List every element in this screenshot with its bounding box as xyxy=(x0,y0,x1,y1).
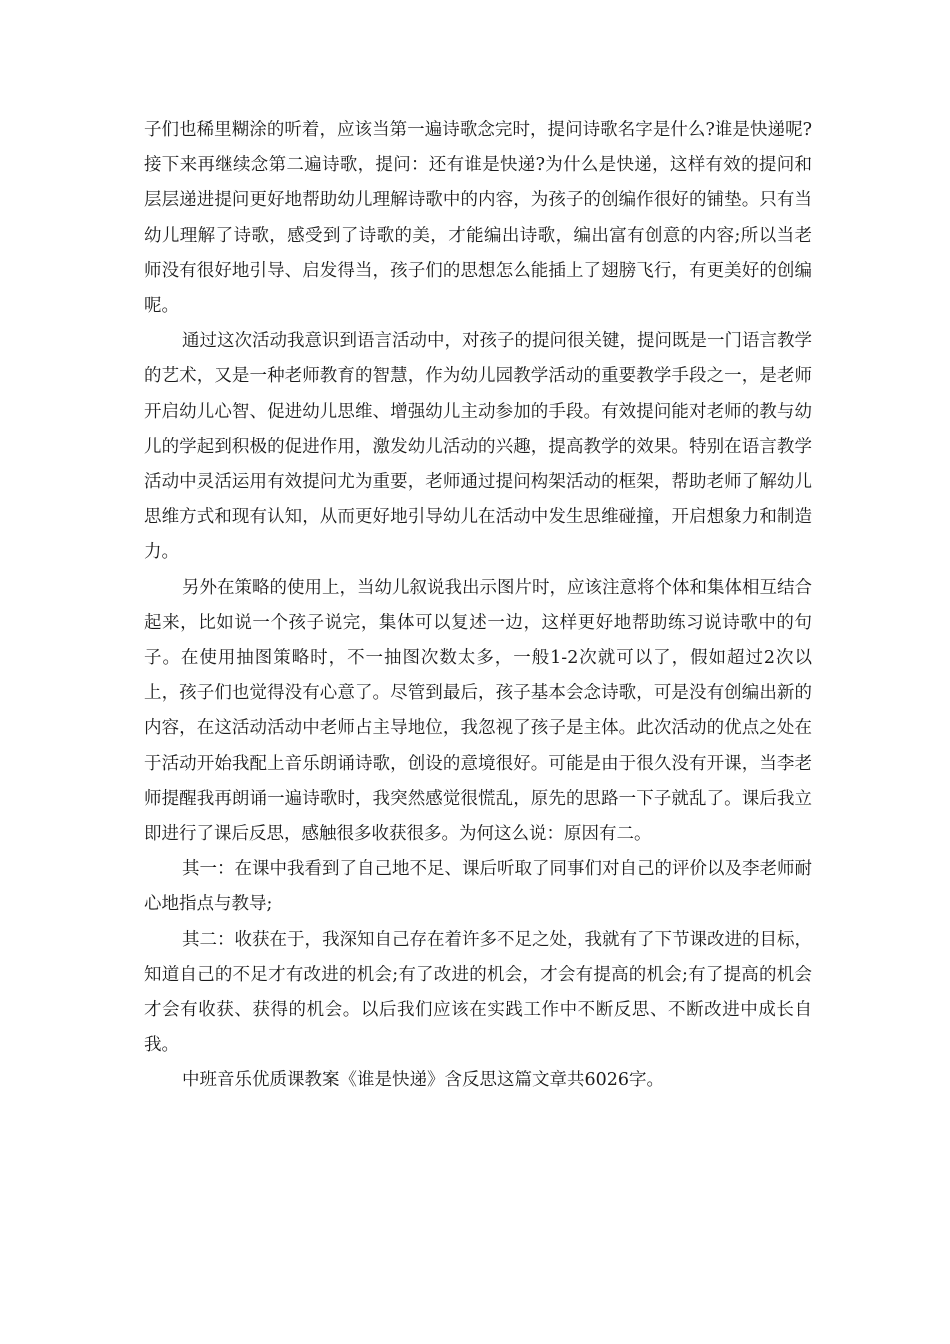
paragraph-word-count-note: 中班音乐优质课教案《谁是快递》含反思这篇文章共6026字。 xyxy=(182,1070,665,1091)
paragraph-reason-one: 其一：在课中我看到了自己地不足、课后听取了同事们对自己的评价以及李老师耐心地指点与教导; xyxy=(144,859,812,915)
paragraph-questioning-importance: 通过这次活动我意识到语言活动中，对孩子的提问很关键，提问既是一门语言教学的艺术，又是一种老师教育的智慧，作为幼儿园教学活动的重要教学手段之一，是老师开启幼儿心智、促进幼儿思维、增强幼儿主动参加的手段。有效提问能对老师的教与幼儿的学起到积极的促进作用，激发幼儿活动的兴趣，提高教学的效果。特别在语言教学活动中灵活运用有效提问尤为重要，老师通过提问构架活动的框架，帮助老师了解幼儿思维方式和现有认知，从而更好地引导幼儿在活动中发生思维碰撞，开启想象力和制造力。 xyxy=(144,331,812,563)
paragraph-continuation: 子们也稀里糊涂的听着，应该当第一遍诗歌念完时，提问诗歌名字是什么?谁是快递呢?接下来再继续念第二遍诗歌，提问：还有谁是快递?为什么是快递，这样有效的提问和层层递进提问更好地帮助幼儿理解诗歌中的内容，为孩子的创编作很好的铺垫。只有当幼儿理解了诗歌，感受到了诗歌的美，才能编出诗歌，编出富有创意的内容;所以当老师没有很好地引导、启发得当，孩子们的思想怎么能插上了翅膀飞行，有更美好的创编呢。 xyxy=(144,120,812,317)
document-body xyxy=(144,113,812,1099)
paragraph-reason-two: 其二：收获在于，我深知自己存在着许多不足之处，我就有了下节课改进的目标，知道自己的不足才有改进的机会;有了改进的机会，才会有提高的机会;有了提高的机会才会有收获、获得的机会。以后我们应该在实践工作中不断反思、不断改进中成长自我。 xyxy=(144,929,812,1056)
paragraph-strategy-usage: 另外在策略的使用上，当幼儿叙说我出示图片时，应该注意将个体和集体相互结合起来，比如说一个孩子说完，集体可以复述一边，这样更好地帮助练习说诗歌中的句子。在使用抽图策略时，不一抽图次数太多，一般1-2次就可以了，假如超过2次以上，孩子们也觉得没有心意了。尽管到最后，孩子基本会念诗歌，可是没有创编出新的内容，在这活动活动中老师占主导地位，我忽视了孩子是主体。此次活动的优点之处在于活动开始我配上音乐朗诵诗歌，创设的意境很好。可能是由于很久没有开课，当李老师提醒我再朗诵一遍诗歌时，我突然感觉很慌乱，原先的思路一下子就乱了。课后我立即进行了课后反思，感触很多收获很多。为何这么说：原因有二。 xyxy=(144,577,812,845)
